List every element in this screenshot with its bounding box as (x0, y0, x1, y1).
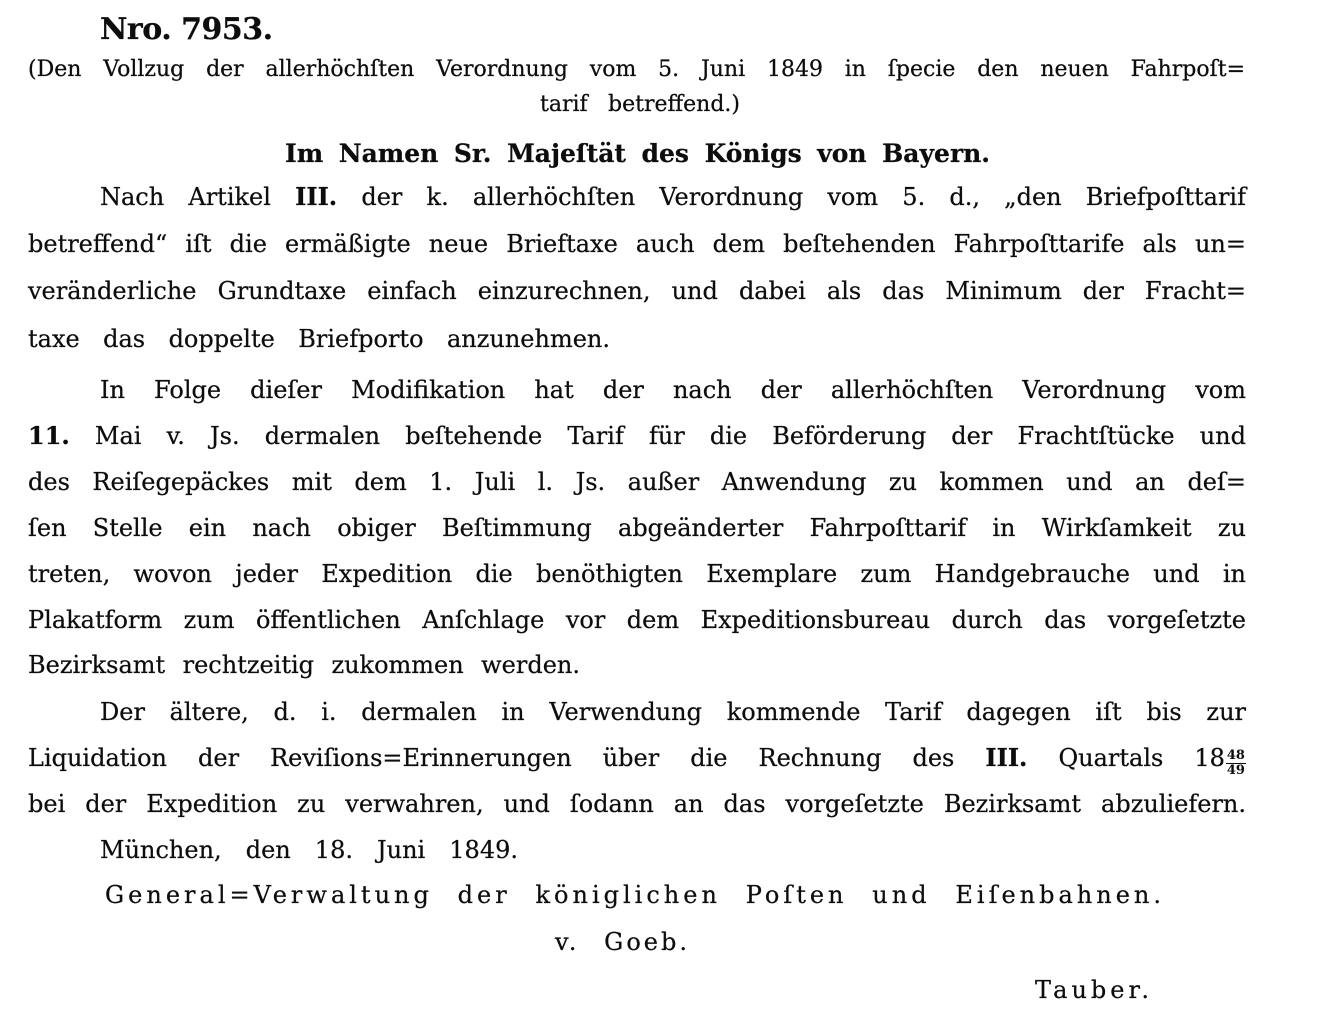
paragraph-3-line-2 (28, 743, 1246, 777)
text-segment: Quartals 18 (1058, 744, 1225, 772)
paragraph-3-line-1: Der ältere, d. i. dermalen in Verwendung kommende Tarif dagegen iſt bis zur (100, 698, 1246, 726)
paragraph-2-line-1: In Folge dieſer Modifikation hat der nach der allerhöchſten Verordnung vom (100, 376, 1246, 404)
text-segment: Mai v. Js. dermalen beſtehende Tarif für die Beförderung der Frachtſtücke und (94, 422, 1246, 450)
paragraph-2-line-7: Bezirksamt rechtzeitig zukommen werden. (28, 651, 580, 679)
place-and-date: München, den 18. Juni 1849. (100, 836, 518, 864)
date-number: 11. (28, 421, 70, 450)
paragraph-3-line-3: bei der Expedition zu verwahren, und ſodann an das vorgeſetzte Bezirksamt abzuliefern. (28, 790, 1246, 818)
paragraph-2-line-3: des Reiſegepäckes mit dem 1. Juli l. Js. außer Anwendung zu kommen und an deſ= (28, 468, 1246, 496)
paragraph-1-line-2: betreffend“ iſt die ermäßigte neue Brieftaxe auch dem beſtehenden Fahrpoſttarife als un= (28, 230, 1246, 258)
year-fraction (1226, 750, 1246, 777)
paragraph-1-line-4: taxe das doppelte Briefporto anzunehmen. (28, 325, 610, 353)
roman-numeral: III. (295, 182, 338, 211)
text-segment: Liquidation der Reviſions=Erinnerungen über die Rechnung des (28, 744, 955, 772)
issuing-authority: General=Verwaltung der königlichen Poſten und Eiſenbahnen. (105, 881, 1165, 909)
signature-2: Tauber. (1035, 976, 1153, 1004)
royal-invocation: Im Namen Sr. Majeſtät des Königs von Bayern. (285, 139, 990, 168)
paragraph-2-line-2 (28, 421, 1246, 451)
paragraph-2-line-4: ſen Stelle ein nach obiger Beſtimmung abgeänderter Fahrpoſttarif in Wirkſamkeit zu (28, 514, 1246, 542)
subject-line-1: (Den Vollzug der allerhöchſten Verordnung vom 5. Juni 1849 in ſpecie den neuen Fahrpoſt= (28, 57, 1245, 82)
text-segment: Nach Artikel (100, 183, 271, 211)
signature-1: v. Goeb. (555, 928, 690, 956)
subject-line-2: tarif betreffend.) (540, 92, 740, 117)
paragraph-2-line-6: Plakatform zum öffentlichen Anſchlage vor dem Expeditionsbureau durch das vorgeſetzte (28, 606, 1246, 634)
paragraph-1-line-1 (100, 182, 1246, 212)
roman-numeral: III. (985, 743, 1028, 772)
paragraph-2-line-5: treten, wovon jeder Expedition die benöthigten Exemplare zum Handgebrauche und in (28, 560, 1246, 588)
paragraph-1-line-3: veränderliche Grundtaxe einfach einzurechnen, und dabei als das Minimum der Fracht= (28, 277, 1246, 305)
fraction-numerator: 48 (1226, 748, 1245, 763)
fraction-denominator: 49 (1226, 763, 1245, 778)
text-segment: der k. allerhöchſten Verordnung vom 5. d., „den Briefpoſttarif (361, 183, 1246, 211)
document-number: Nro. 7953. (100, 12, 273, 47)
